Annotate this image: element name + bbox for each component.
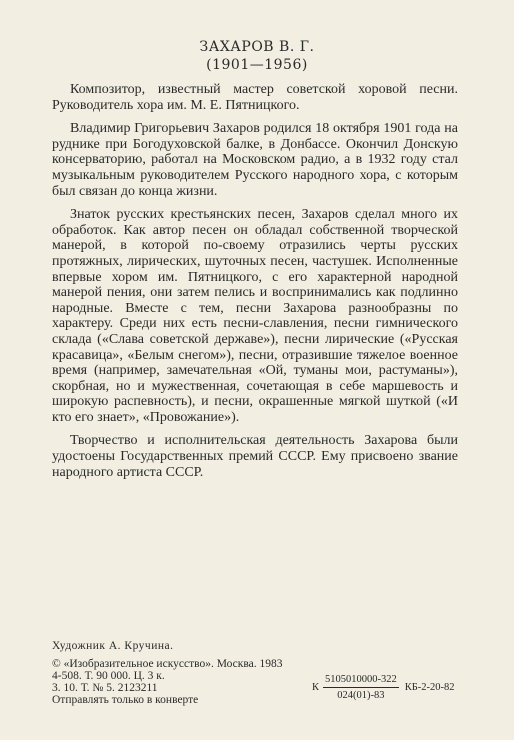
biography — [52, 82, 458, 488]
code-denominator: 024(01)-83 — [337, 690, 385, 701]
print-info-2: 3. 10. Т. № 5. 2123211 — [52, 682, 158, 694]
header — [0, 38, 514, 74]
code-fraction — [323, 674, 399, 702]
code-numerator: 5105010000-322 — [323, 674, 399, 688]
paragraph-intro: Композитор, известный мастер советской хоровой песни. Руководитель хора им. М. Е. Пятницкого. — [52, 82, 458, 113]
artist-credit: Художник А. Кручина. — [52, 640, 174, 652]
paragraph-life: Владимир Григорьевич Захаров родился 18 октября 1901 года на руднике при Богодуховской балке, в Донбассе. Окончил Донскую консерваторию, работал на Московском радио, а в 1932 году стал музыкальным руководителем Русского народного хора, с которым был связан до конца жизни. — [52, 121, 458, 199]
publisher-line: © «Изобразительное искусство». Москва. 1983 — [52, 658, 283, 670]
composer-years: (1901—1956) — [206, 57, 308, 73]
code-prefix: К — [312, 682, 320, 693]
paragraph-work: Знаток русских крестьянских песен, Захаров сделал много их обработок. Как автор песен он обладал собственной творческой манерой, в которой по-своему отразились черты русских протяжных, лирических, шуточных песен, частушек. Исполненные впервые хором им. Пятницкого, с его характерной народной манерой пения, они затем пелись и воспринимались как подлинно народные. Вместе с тем, песни Захарова разнообразны по характеру. Среди них есть песни-славления, песни гимнического склада («Слава советской державе»), песни лирические («Русская красавица», «Белым снегом»), песни, отразившие тяжелое военное время (например, замечательная «Ой, туманы мои, растуманы»), скорбная, но и мужественная, сочетающая в себе маршевость и широкую распевность), и песни, окрашенные мягкой шуткой («И кто его знает», «Провожание»). — [52, 207, 458, 425]
code-suffix: КБ-2-20-82 — [404, 682, 455, 693]
print-info-1: 4-508. Т. 90 000. Ц. 3 к. — [52, 670, 165, 682]
catalog-code — [312, 674, 455, 702]
composer-name: ЗАХАРОВ В. Г. — [199, 39, 315, 55]
paragraph-awards: Творчество и исполнительская деятельность Захарова были удостоены Государственных премий СССР. Ему присвоено звание народного артиста СССР. — [52, 433, 458, 480]
mailing-note: Отправлять только в конверте — [52, 694, 199, 706]
